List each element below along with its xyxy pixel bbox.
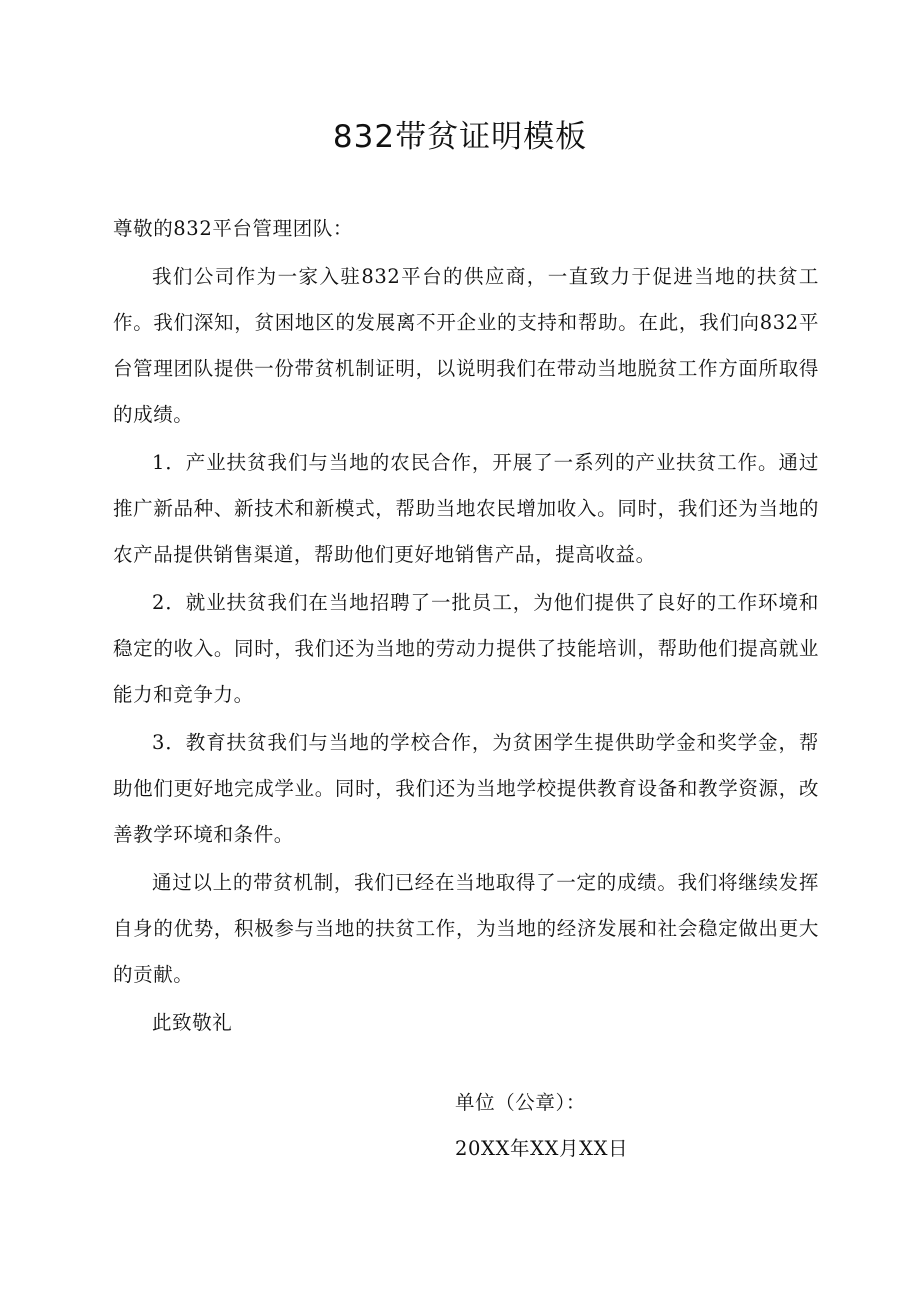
document-body (113, 206, 819, 1048)
paragraph-employment-poverty-relief: 2．就业扶贫我们在当地招聘了一批员工，为他们提供了良好的工作环境和稳定的收入。同时，我们还为当地的劳动力提供了技能培训，帮助他们提高就业能力和竞争力。 (113, 591, 819, 706)
document-title: 832带贫证明模板 (332, 119, 588, 155)
paragraph-intro: 我们公司作为一家入驻832平台的供应商，一直致力于促进当地的扶贫工作。我们深知，贫困地区的发展离不开企业的支持和帮助。在此，我们向832平台管理团队提供一份带贫机制证明，以说明我们在带动当地脱贫工作方面所取得的成绩。 (113, 265, 819, 426)
salutation: 尊敬的832平台管理团队： (113, 217, 354, 240)
signature-block (455, 1080, 755, 1172)
paragraph-industry-poverty-relief: 1．产业扶贫我们与当地的农民合作，开展了一系列的产业扶贫工作。通过推广新品种、新技术和新模式，帮助当地农民增加收入。同时，我们还为当地的农产品提供销售渠道，帮助他们更好地销售产品，提高收益。 (113, 451, 819, 566)
signature-date: 20XX年XX月XX日 (455, 1137, 629, 1160)
unit-seal-label: 单位（公章）： (455, 1091, 586, 1114)
paragraph-conclusion: 通过以上的带贫机制，我们已经在当地取得了一定的成绩。我们将继续发挥自身的优势，积极参与当地的扶贫工作，为当地的经济发展和社会稳定做出更大的贡献。 (113, 871, 819, 986)
paragraph-education-poverty-relief: 3．教育扶贫我们与当地的学校合作，为贫困学生提供助学金和奖学金，帮助他们更好地完成学业。同时，我们还为当地学校提供教育设备和教学资源，改善教学环境和条件。 (113, 731, 819, 846)
closing-salutation: 此致敬礼 (152, 1011, 233, 1034)
